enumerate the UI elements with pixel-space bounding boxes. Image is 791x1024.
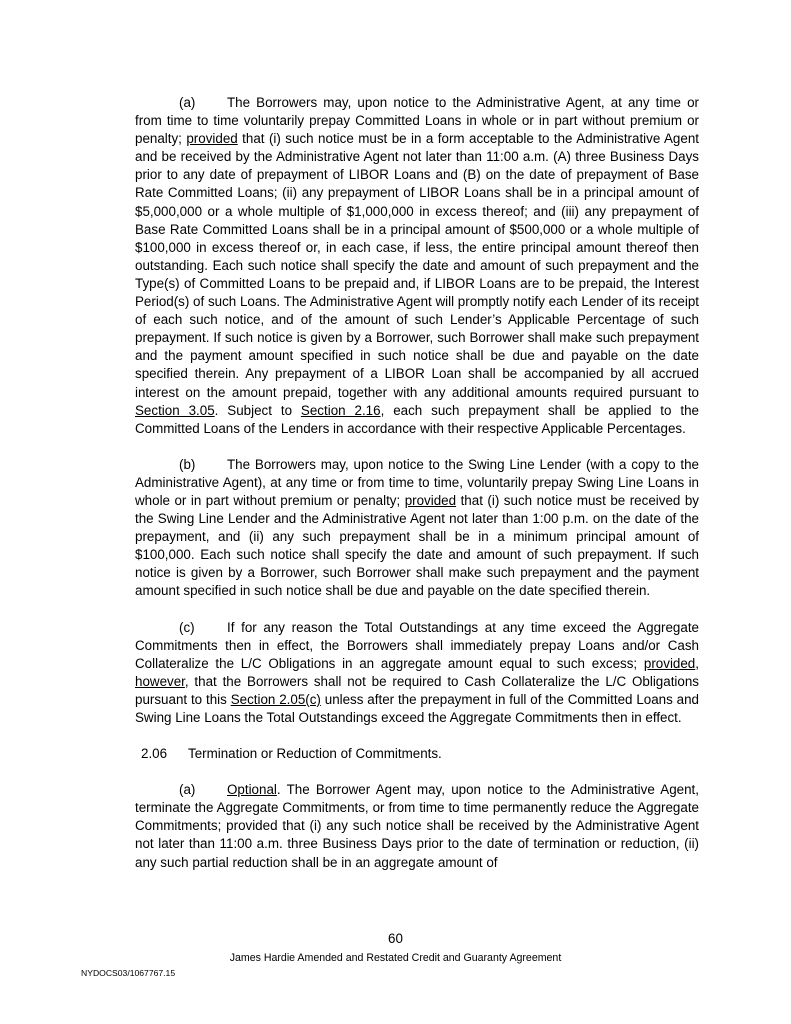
- provided-term: provided: [404, 492, 457, 508]
- paragraph-label: (a): [179, 95, 196, 110]
- optional-heading: Optional: [227, 782, 277, 798]
- section-2-05-paragraph-a: [135, 94, 699, 438]
- page-number: 60: [388, 931, 403, 946]
- paragraph-label: (c): [179, 619, 195, 635]
- section-2-06-paragraph-a: [135, 781, 699, 871]
- paragraph-text: The Borrowers may, upon notice to the Swing Line Lender (with a copy to the Administrative Agent), at any time or from time to time, voluntarily prepay Swing Line Loans in whole or in part without premium or penalty;: [135, 456, 699, 508]
- paragraph-label: (a): [179, 782, 196, 798]
- section-reference: Section 3.05: [135, 402, 215, 418]
- paragraph-text: that (i) such notice must be received by the Swing Line Lender and the Administrative Agent not later than 1:00 p.m. on the date of the prepayment, and (ii) any such prepayment shall be in a minimum principal amount of $100,000. Each such notice shall specify the date and amount of such prepayment. If such notice is given by a Borrower, such Borrower shall make such prepayment and the payment amount specified in such notice shall be due and payable on the date specified therein.: [135, 492, 699, 599]
- paragraph-text: The Borrowers may, upon notice to the Administrative Agent, at any time or from time to time voluntarily prepay Committed Loans in whole or in part without premium or penalty;: [135, 95, 699, 147]
- paragraph-text: If for any reason the Total Outstandings at any time exceed the Aggregate Commitments then in effect, the Borrowers shall immediately prepay Loans and/or Cash Collateralize the L/C Obligations in an aggregate amount equal to such excess;: [135, 619, 699, 671]
- paragraph-text: . The Borrower Agent may, upon notice to the Administrative Agent, terminate the Aggregate Commitments, or from time to time permanently reduce the Aggregate Commitments; provided that (i) any such notice shall be received by the Administrative Agent not later than 11:00 a.m. three Business Days prior to the date of termination or reduction, (ii) any such partial reduction shall be in an aggregate amount of: [135, 782, 699, 870]
- section-reference: Section 2.05(c): [230, 691, 321, 707]
- paragraph-label: (b): [179, 456, 196, 472]
- section-title: Termination or Reduction of Commitments.: [188, 746, 442, 762]
- provided-term: provided: [643, 655, 696, 671]
- paragraph-text: unless after the prepayment in full of the Committed Loans and Swing Line Loans the Total Outstandings exceed the Aggregate Commitments then in effect.: [135, 691, 700, 725]
- paragraph-text: , that the Borrowers shall not be required to Cash Collateralize the L/C Obligations pursuant to this: [135, 673, 699, 707]
- section-2-05-paragraph-b: [135, 456, 699, 601]
- paragraph-text: ,: [695, 655, 699, 671]
- paragraph-text: that (i) such notice must be in a form acceptable to the Administrative Agent and be received by the Administrative Agent not later than 11:00 a.m. (A) three Business Days prior to any date of prepayment of LIBOR Loans and (B) on the date of prepayment of Base Rate Committed Loans; (ii) any prepayment of LIBOR Loans shall be in a principal amount of $5,000,000 or a whole multiple of $1,000,000 in excess thereof; and (iii) any prepayment of Base Rate Committed Loans shall be in a principal amount of $500,000 or a whole multiple of $100,000 in excess thereof or, in each case, if less, the entire principal amount thereof then outstanding. Each such notice shall specify the date and amount of such prepayment and the Type(s) of Committed Loans to be prepaid and, if LIBOR Loans are to be prepaid, the Interest Period(s) of such Loans. The Administrative Agent will promptly notify each Lender of its receipt of each such notice, and of the amount of such Lender’s Applicable Percentage of such prepayment. If such notice is given by a Borrower, such Borrower shall make such prepayment and the payment amount specified in such notice shall be due and payable on the date specified therein. Any prepayment of a LIBOR Loan shall be accompanied by all accrued interest on the amount prepaid, together with any additional amounts required pursuant to: [135, 131, 699, 400]
- section-2-06-heading: [141, 745, 699, 763]
- document-id: NYDOCS03/1067767.15: [81, 968, 176, 978]
- however-term: however: [135, 673, 185, 689]
- footer-title: James Hardie Amended and Restated Credit and Guaranty Agreement: [229, 952, 562, 964]
- paragraph-text: , each such prepayment shall be applied to the Committed Loans of the Lenders in accordance with their respective Applicable Percentages.: [135, 402, 699, 436]
- section-number: 2.06: [141, 746, 168, 762]
- body-text: [135, 94, 699, 872]
- section-reference: Section 2.16: [300, 402, 381, 418]
- paragraph-text: . Subject to: [214, 402, 301, 418]
- provided-term: provided: [186, 131, 238, 147]
- section-2-05-paragraph-c: [135, 619, 699, 728]
